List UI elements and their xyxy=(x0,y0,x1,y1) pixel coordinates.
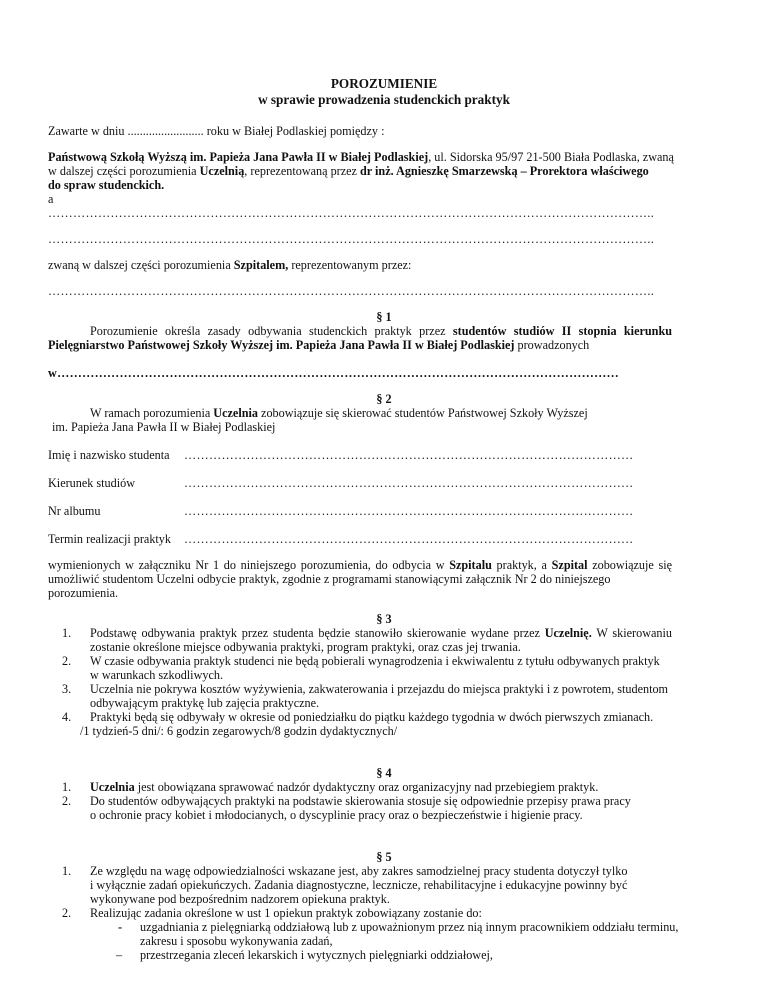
s4-item1-uczelnia: Uczelnia xyxy=(90,780,135,794)
field-dots-practice-term: ……………………………………………………………………………………………… xyxy=(184,532,634,546)
party1-line3 xyxy=(48,178,164,193)
section-2-para-line1 xyxy=(48,558,672,573)
s4-item1-text: jest obowiązana sprawować nadzór dydaktyczny oraz organizacyjny nad przebiegiem praktyk. xyxy=(134,780,599,794)
s4-item2-line2: o ochronie pracy kobiet i młodocianych, o dyscyplinie pracy oraz o bezpieczeństwie i higienie pracy. xyxy=(90,808,583,822)
s4-item2-line1: Do studentów odbywających praktyki na podstawie skierowania stosuje się odpowiednie przepisy prawa pracy xyxy=(90,794,631,808)
section-2-line1-post: zobowiązuje się skierować studentów Państwowej Szkoły Wyższej xyxy=(257,406,588,420)
party1-representative-role: do spraw studenckich. xyxy=(48,178,165,192)
field-dots-student-name: ……………………………………………………………………………………………… xyxy=(184,448,634,462)
s5-sub1-bullet: - xyxy=(118,920,123,934)
s3-item1-number: 1. xyxy=(62,626,72,640)
party2-name: Szpitalem, xyxy=(233,258,289,272)
s3-item3-line2: odbywającym praktykę lub zajęcia praktyczne. xyxy=(90,696,320,710)
party1-representative: dr inż. Agnieszkę Smarzewską – Prorektora właściwego xyxy=(360,164,649,178)
section-3-heading: § 3 xyxy=(376,612,392,626)
section-1-heading: § 1 xyxy=(376,310,392,324)
para1-e: zobowiązuje się xyxy=(587,558,673,572)
s4-item1-number: 1. xyxy=(62,780,72,794)
intro-line: Zawarte w dniu ......................... roku w Białej Podlaskiej pomiędzy : xyxy=(48,124,385,138)
s3-item1-post: W skierowaniu xyxy=(591,626,672,640)
s3-item4-number: 4. xyxy=(62,710,72,724)
fill-line-2: ……………………………………………………………………………………………………………………………….. xyxy=(48,232,655,246)
s3-item1-line1 xyxy=(90,626,672,641)
section-5-heading: § 5 xyxy=(376,850,392,864)
para1-a: wymienionych w załączniku Nr 1 do niniejszego porozumienia, do odbycia w xyxy=(48,558,450,572)
field-label-practice-term: Termin realizacji praktyk xyxy=(48,532,171,546)
s3-item1-uczelnie: Uczelnię. xyxy=(544,626,592,640)
s4-item2-number: 2. xyxy=(62,794,72,808)
party1-line2-mid: , reprezentowaną przez xyxy=(244,164,361,178)
s4-item1-line xyxy=(90,780,598,795)
section-2-uczelnia: Uczelnia xyxy=(213,406,258,420)
s3-note: /1 tydzień-5 dni/: 6 godzin zegarowych/8 godzin dydaktycznych/ xyxy=(80,724,398,738)
para1-szpitalu: Szpitalu xyxy=(449,558,492,572)
s5-item2-line1: Realizując zadania określone w ust 1 opiekun praktyk zobowiązany zostanie do: xyxy=(90,906,482,920)
party1-line1 xyxy=(48,150,674,165)
fill-line-1: ……………………………………………………………………………………………………………………………….. xyxy=(48,206,655,220)
party2-post: reprezentowanym przez: xyxy=(288,258,412,272)
field-dots-field-of-study: ……………………………………………………………………………………………… xyxy=(184,476,634,490)
field-dots-album-number: ……………………………………………………………………………………………… xyxy=(184,504,634,518)
fill-line-3: ……………………………………………………………………………………………………………………………….. xyxy=(48,284,655,298)
party1-uczelnia: Uczelnią xyxy=(199,164,245,178)
party1-name: Państwową Szkołą Wyższą im. Papieża Jana Pawła II w Białej Podlaskiej xyxy=(48,150,429,164)
section-1-line2-post: prowadzonych xyxy=(514,338,590,352)
s5-sub1-line1: uzgadniania z pielęgniarką oddziałową lub z upoważnionym przez nią innym pracownikiem oddziału terminu, xyxy=(140,920,679,934)
field-label-field-of-study: Kierunek studiów xyxy=(48,476,135,490)
section-2-line2: im. Papieża Jana Pawła II w Białej Podlaskiej xyxy=(52,420,276,434)
section-4-heading: § 4 xyxy=(376,766,392,780)
s3-item3-number: 3. xyxy=(62,682,72,696)
s5-item1-line3: wykonywane pod bezpośrednim nadzorem opiekuna praktyk. xyxy=(90,892,390,906)
a-letter: a xyxy=(48,192,54,206)
s3-item1-line2: zostanie określone miejsce odbywania praktyki, program praktyki, oraz czas jej trwania. xyxy=(90,640,521,654)
party1-line2 xyxy=(48,164,649,179)
section-1-line2-bold: Pielęgniarstwo Państwowej Szkoły Wyższej im. Papieża Jana Pawła II w Białej Podlaskiej xyxy=(48,338,515,352)
section-1-line1 xyxy=(90,324,672,339)
s5-sub2-line1: przestrzegania zleceń lekarskich i wytycznych pielęgniarki oddziałowej, xyxy=(140,948,493,962)
field-label-album-number: Nr albumu xyxy=(48,504,101,518)
section-1-line1-pre: Porozumienie określa zasady odbywania studenckich praktyk przez xyxy=(90,324,453,338)
section-2-para-line3: porozumienia. xyxy=(48,586,119,600)
section-1-line2 xyxy=(48,338,589,353)
s3-item3-line1: Uczelnia nie pokrywa kosztów wyżywienia, zakwaterowania i przejazdu do miejsca praktyki i z powrotem, studentom xyxy=(90,682,669,696)
section-2-para-line2: umożliwić studentom Uczelni odbycie praktyk, zgodnie z programami stanowiącymi załącznik Nr 2 do niniejszego xyxy=(48,572,611,586)
para1-c: praktyk, a xyxy=(491,558,552,572)
document-subtitle: w sprawie prowadzenia studenckich praktyk xyxy=(258,92,510,107)
section-2-line1-pre: W ramach porozumienia xyxy=(90,406,214,420)
s5-item1-line2: i wyłącznie zadań opiekuńczych. Zadania diagnostyczne, lecznicze, rehabilitacyjne i edukacyjne powinny być xyxy=(90,878,628,892)
party1-line2-pre: w dalszej części porozumienia xyxy=(48,164,200,178)
section-1-place-line: w……………………………………………………………………………………………………………………… xyxy=(48,366,620,380)
section-2-line1 xyxy=(90,406,588,421)
s5-item1-line1: Ze względu na wagę odpowiedzialności wskazane jest, aby zakres samodzielnej pracy studenta dotyczył tylko xyxy=(90,864,628,878)
section-2-heading: § 2 xyxy=(376,392,392,406)
party2-pre: zwaną w dalszej części porozumienia xyxy=(48,258,234,272)
s3-item2-line2: w warunkach szkodliwych. xyxy=(90,668,224,682)
field-label-student-name: Imię i nazwisko studenta xyxy=(48,448,170,462)
party1-address: , ul. Sidorska 95/97 21-500 Biała Podlaska, zwaną xyxy=(428,150,674,164)
section-1-line1-bold: studentów studiów II stopnia kierunku xyxy=(452,324,672,338)
document-title: POROZUMIENIE xyxy=(330,76,438,91)
s5-item2-number: 2. xyxy=(62,906,72,920)
s3-item1-pre: Podstawę odbywania praktyk przez studenta będzie stanowiło skierowanie wydane przez xyxy=(90,626,545,640)
party2-line xyxy=(48,258,411,273)
s5-item1-number: 1. xyxy=(62,864,72,878)
s3-item4-line1: Praktyki będą się odbywały w okresie od poniedziałku do piątku każdego tygodnia w dwóch pierwszych zmianach. xyxy=(90,710,654,724)
s3-item2-line1: W czasie odbywania praktyk studenci nie będą pobierali wynagrodzenia i ekwiwalentu z tytułu odbywanych praktyk xyxy=(90,654,660,668)
s5-sub1-line2: zakresu i sposobu wykonywania zadań, xyxy=(140,934,333,948)
s3-item2-number: 2. xyxy=(62,654,72,668)
para1-szpital: Szpital xyxy=(551,558,588,572)
s5-sub2-bullet: – xyxy=(116,948,123,962)
